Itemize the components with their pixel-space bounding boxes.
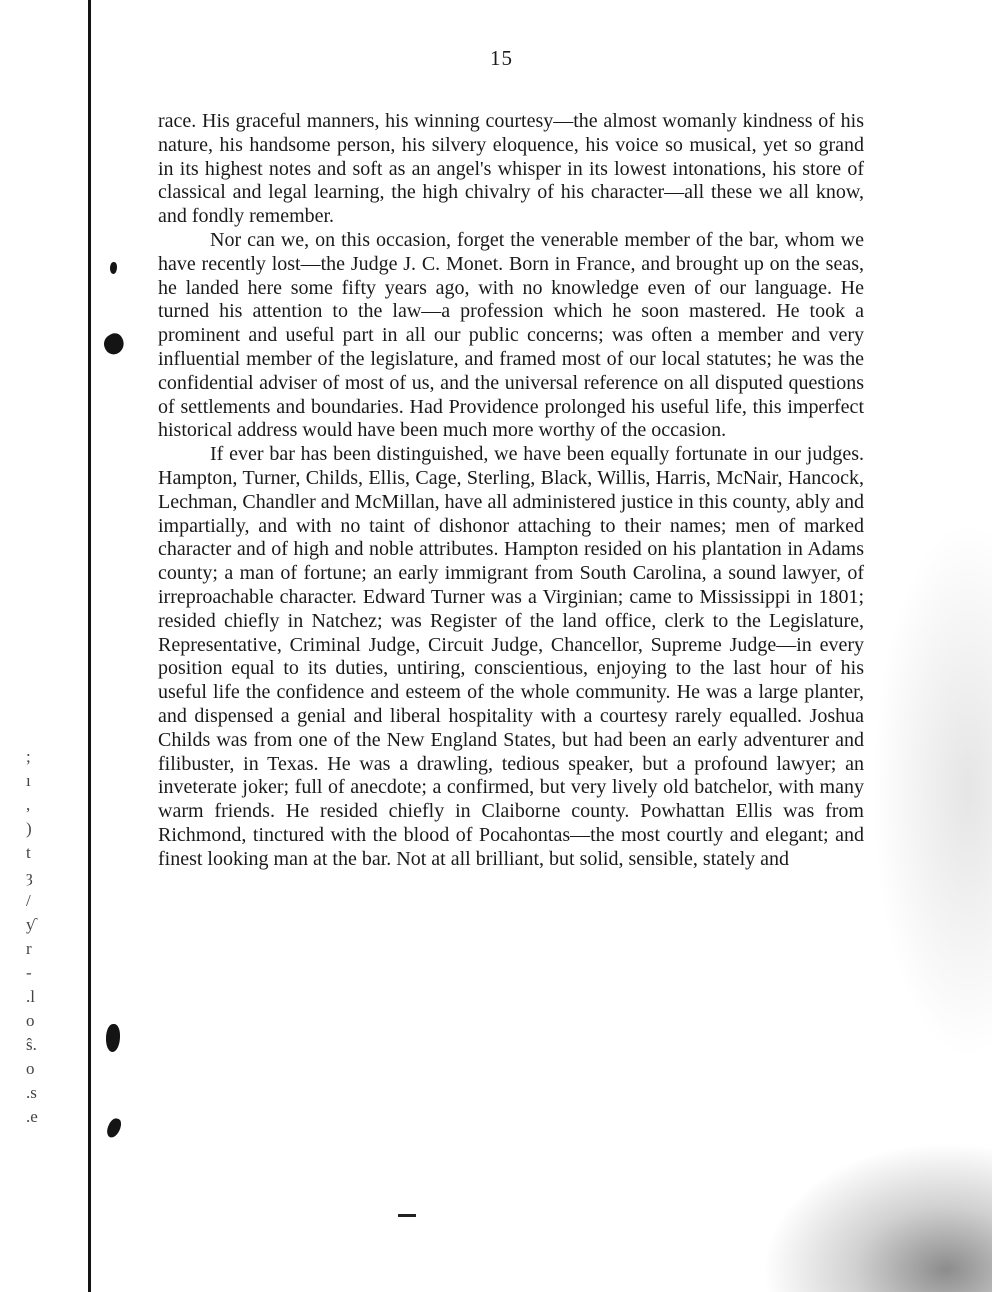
edge-char: - [26, 963, 32, 982]
edge-char: t [26, 843, 31, 862]
edge-char: r [26, 939, 32, 958]
paragraph-2: Nor can we, on this occasion, forget the venerable member of the bar, whom we have recently lost—the Judge J. C. Monet. Born in France, and brought up on the seas, he landed here some fifty years ago, with no knowledge even of our language. He turned his attention to the law—a profession which he soon mastered. He took a prominent and useful part in all our public concerns; was often a member and very influential member of the legislature, and framed most of our local statutes; he was the confidential adviser of most of us, and the universal reference on all disputed questions of settlements and boundaries. Had Providence prolonged his useful life, this imperfect historical address would have been much more worthy of the occasion. [158, 228, 864, 442]
scan-noise-corner [762, 1142, 992, 1292]
edge-char: , [26, 795, 31, 814]
edge-char: .e [26, 1107, 38, 1126]
edge-char: ; [26, 747, 31, 766]
edge-char: ƴ [26, 915, 35, 934]
body-text [158, 110, 864, 872]
edge-char: ı [26, 771, 31, 790]
edge-char: ) [26, 819, 32, 838]
edge-char: / [26, 891, 31, 910]
ink-blot-mark [106, 1024, 120, 1052]
page-number: 15 [490, 46, 513, 70]
ink-blot-mark [110, 262, 117, 274]
ink-blot-mark [105, 1117, 123, 1140]
edge-char: ȝ [26, 867, 33, 886]
edge-char: o [26, 1011, 35, 1030]
edge-char: .s [26, 1083, 37, 1102]
left-edge-bleed-text [26, 745, 46, 1129]
paragraph-3: If ever bar has been distinguished, we have been equally fortunate in our judges. Hampton, Turner, Childs, Ellis, Cage, Sterling, Black, Willis, Harris, McNair, Hancock, Lechman, Chandler and McMillan, have all administered justice in this county, ably and impartially, and with no taint of dishonor attaching to their names; men of marked character and of high and noble attributes. Hampton resided on his plantation in Adams county; a man of fortune; an early immigrant from South Carolina, a sound lawyer, of irreproachable character. Edward Turner was a Virginian; came to Mississippi in 1801; resided chiefly in Natchez; was Register of the land office, clerk to the Legislature, Representative, Criminal Judge, Circuit Judge, Chancellor, Supreme Judge—in every position equal to its duties, untiring, conscientious, enjoying to the last hour of his useful life the confidence and esteem of the whole community. He was a large planter, and dispensed a genial and liberal hospitality with a courtesy rarely equalled. Joshua Childs was from one of the New England States, but had been an early adventurer and filibuster, in Texas. He was a drawling, tedious speaker, but a profound lawyer; an inveterate joker; full of anecdote; a confirmed, but very lively old batchelor, with many warm friends. He resided chiefly in Claiborne county. Powhattan Ellis was from Richmond, tinctured with the blood of Pocahontas—the most courtly and elegant; and finest looking man at the bar. Not at all brilliant, but solid, sensible, stately and [158, 443, 864, 870]
dash-mark [398, 1214, 416, 1217]
ink-blot-mark [100, 330, 127, 357]
edge-char: .l [26, 987, 35, 1006]
paragraph-1: race. His graceful manners, his winning courtesy—the almost womanly kindness of his nature, his handsome person, his silvery eloquence, his voice so musical, yet so grand in its highest notes and soft as an angel's whisper in its lowest intonations, his store of classical and legal learning, the high chivalry of his character—all these we all know, and fondly remember. [158, 110, 864, 228]
edge-char: o [26, 1059, 35, 1078]
scan-noise [872, 520, 992, 1060]
binding-margin-line [88, 0, 91, 1292]
edge-char: ŝ. [26, 1035, 37, 1054]
